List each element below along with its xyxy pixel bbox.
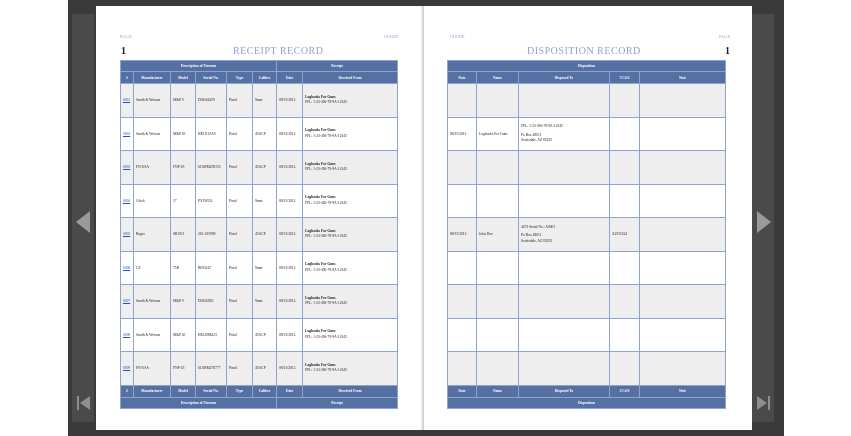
note-cell	[640, 251, 726, 285]
received-from-ffl: FFL: 1-23-456-78-9A-12345	[305, 301, 347, 306]
date-cell: 08/15/2012	[277, 117, 303, 151]
received-from-ffl: FFL: 1-23-456-78-9A-12345	[305, 234, 347, 239]
column-header-name: Name	[477, 72, 519, 84]
name-cell	[477, 151, 519, 185]
model-cell: SR1911	[171, 218, 196, 252]
serial-cell: DGK6X01	[196, 285, 227, 319]
column-footer-date: Date	[277, 385, 303, 397]
date-cell: 08/15/2012	[448, 218, 477, 252]
model-cell: FNP-45	[171, 352, 196, 386]
caliber-cell: 45ACP	[253, 318, 277, 352]
caliber-cell: 9mm	[253, 184, 277, 218]
received-from-cell	[303, 117, 398, 151]
group-header-disposition: Disposition	[448, 61, 726, 72]
column-footer-note: Note	[640, 385, 726, 397]
cc-cell	[610, 184, 640, 218]
received-from-ffl: FFL: 1-23-456-78-9A-12345	[305, 200, 347, 205]
name-cell	[477, 318, 519, 352]
table-row	[121, 285, 398, 319]
received-from-name: Logbooks For Guns	[305, 295, 336, 300]
manufacturer-cell: Smith & Wesson	[134, 318, 171, 352]
received-from-ffl: FFL: 1-23-456-78-9A-12345	[305, 334, 347, 339]
serial-cell: B093247	[196, 251, 227, 285]
record-number-link[interactable]: 0004	[121, 184, 134, 218]
record-number-link[interactable]: 0009	[121, 352, 134, 386]
table-row	[448, 117, 726, 151]
type-cell: Pistol	[227, 184, 253, 218]
date-cell: 08/15/2012	[277, 84, 303, 118]
table-row	[448, 352, 726, 386]
date-cell	[448, 84, 477, 118]
name-cell	[477, 285, 519, 319]
type-cell: Pistol	[227, 251, 253, 285]
manufacturer-cell: Ruger	[134, 218, 171, 252]
name-cell	[477, 84, 519, 118]
table-row	[121, 251, 398, 285]
type-cell: Pistol	[227, 84, 253, 118]
serial-cell: 261-255908	[196, 218, 227, 252]
received-from-ffl: FFL: 1-23-456-78-9A-12345	[305, 267, 347, 272]
column-header-date: Date	[277, 72, 303, 84]
received-from-name: Logbooks For Guns	[305, 94, 336, 99]
disposed-to-cell	[519, 151, 610, 185]
date-cell	[448, 318, 477, 352]
received-from-name: Logbooks For Guns	[305, 329, 336, 334]
table-row	[448, 151, 726, 185]
record-number-link[interactable]: 0005	[121, 218, 134, 252]
column-header-type: Type	[227, 72, 253, 84]
date-cell	[448, 251, 477, 285]
caliber-cell: 45ACP	[253, 151, 277, 185]
note-cell	[640, 285, 726, 319]
type-cell: Pistol	[227, 318, 253, 352]
page-section-label: INSIDE	[384, 34, 399, 39]
column-header-received-from: Received From	[303, 72, 398, 84]
cc-cell: A2555222	[610, 218, 640, 252]
note-cell	[640, 318, 726, 352]
column-header-note: Note	[640, 72, 726, 84]
receipt-record-page	[96, 6, 424, 430]
name-cell: Logbooks For Guns	[477, 117, 519, 151]
column-footer-name: Name	[477, 385, 519, 397]
disposed-to-cell	[519, 352, 610, 386]
column-header-disposed-to: Disposed To	[519, 72, 610, 84]
model-cell: 75B	[171, 251, 196, 285]
received-from-name: Logbooks For Guns	[305, 128, 336, 133]
name-cell	[477, 184, 519, 218]
received-from-cell	[303, 84, 398, 118]
caliber-cell: 9mm	[253, 285, 277, 319]
disposed-to-cell	[519, 218, 610, 252]
group-footer-disposition: Disposition	[448, 397, 726, 408]
record-number-link[interactable]: 0001	[121, 84, 134, 118]
model-cell: M&P 9	[171, 285, 196, 319]
disposed-to-cell	[519, 285, 610, 319]
received-from-cell	[303, 218, 398, 252]
column-footer-model: Model	[171, 385, 196, 397]
date-cell: 08/15/2012	[277, 352, 303, 386]
disposed-to-line: Scottsdale, AZ 85255	[521, 238, 553, 243]
disposition-table	[447, 60, 726, 409]
received-from-name: Logbooks For Guns	[305, 195, 336, 200]
column-header-date: Date	[448, 72, 477, 84]
receipt-table	[120, 60, 398, 409]
column-footer-disposed-to: Disposed To	[519, 385, 610, 397]
page-number: 1	[121, 46, 126, 57]
page-title: DISPOSITION RECORD	[527, 46, 641, 57]
column-footer-cc: CC#/#	[610, 385, 640, 397]
note-cell	[640, 184, 726, 218]
chevron-left-icon[interactable]	[76, 211, 90, 233]
disposed-to-line: Po Box 28011	[521, 233, 542, 237]
note-cell	[640, 151, 726, 185]
page-number: 1	[725, 46, 730, 57]
note-cell	[640, 117, 726, 151]
date-cell	[448, 184, 477, 218]
manufacturer-cell: Smith & Wesson	[134, 285, 171, 319]
record-number-link[interactable]: 0008	[121, 318, 134, 352]
record-number-link[interactable]: 0002	[121, 117, 134, 151]
disposed-to-line: Scottsdale, AZ 85255	[521, 138, 553, 142]
column-header-: #	[121, 72, 134, 84]
name-cell	[477, 352, 519, 386]
group-header-description: Description of Firearm	[121, 61, 277, 72]
disposed-to-line: FFL: 1-23-456-78-9A-12345	[521, 124, 563, 128]
received-from-cell	[303, 151, 398, 185]
table-row	[448, 84, 726, 118]
column-footer-type: Type	[227, 385, 253, 397]
name-cell: John Doe	[477, 218, 519, 252]
received-from-cell	[303, 352, 398, 386]
caliber-cell: 45ACP	[253, 117, 277, 151]
disposed-to-cell	[519, 84, 610, 118]
model-cell: FNP-45	[171, 151, 196, 185]
date-cell	[448, 285, 477, 319]
date-cell: 08/15/2012	[448, 117, 477, 151]
table-row	[448, 251, 726, 285]
date-cell: 08/15/2012	[277, 285, 303, 319]
caliber-cell: 45ACP	[253, 218, 277, 252]
serial-cell: HEJ2088223	[196, 318, 227, 352]
note-cell	[640, 352, 726, 386]
serial-cell: 613MM259153	[196, 151, 227, 185]
serial-cell: PXY6552	[196, 184, 227, 218]
page-corner-label: PAGE	[719, 34, 731, 39]
received-from-ffl: FFL: 1-23-456-78-9A-12345	[305, 167, 347, 172]
disposed-to-cell	[519, 184, 610, 218]
type-cell: Pistol	[227, 117, 253, 151]
disposed-to-line: 4473 Serial No.: A0001	[521, 224, 556, 229]
disposed-to-line: Po Box 28011	[521, 132, 542, 137]
group-footer-receipt: Receipt	[277, 397, 398, 408]
table-row	[121, 352, 398, 386]
table-row	[121, 151, 398, 185]
caliber-cell: 9mm	[253, 251, 277, 285]
disposed-to-cell	[519, 251, 610, 285]
table-row	[121, 318, 398, 352]
column-footer-manufacturer: Manufacturer	[134, 385, 171, 397]
record-number-link[interactable]: 0006	[121, 251, 134, 285]
table-row	[448, 184, 726, 218]
cc-cell	[610, 84, 640, 118]
received-from-name: Logbooks For Guns	[305, 262, 336, 267]
column-header-manufacturer: Manufacturer	[134, 72, 171, 84]
table-row	[121, 184, 398, 218]
table-row	[121, 117, 398, 151]
date-cell: 08/15/2012	[277, 151, 303, 185]
serial-cell: 613MM270777	[196, 352, 227, 386]
date-cell: 08/15/2012	[277, 251, 303, 285]
received-from-cell	[303, 251, 398, 285]
note-cell	[640, 218, 726, 252]
received-from-name: Logbooks For Guns	[305, 161, 336, 166]
column-header-cc: CC#/#	[610, 72, 640, 84]
group-footer-description: Description of Firearm	[121, 397, 277, 408]
disposition-record-page	[424, 6, 752, 430]
record-number-link[interactable]: 0007	[121, 285, 134, 319]
received-from-cell	[303, 285, 398, 319]
manufacturer-cell: FN-USA	[134, 352, 171, 386]
model-cell: M&P 45	[171, 117, 196, 151]
date-cell: 08/15/2012	[277, 318, 303, 352]
column-footer-: #	[121, 385, 134, 397]
date-cell	[448, 151, 477, 185]
cc-cell	[610, 352, 640, 386]
skip-last-icon[interactable]	[755, 394, 771, 412]
group-header-receipt: Receipt	[277, 61, 398, 72]
page-section-label: INSIDE	[450, 34, 465, 39]
table-row	[448, 318, 726, 352]
received-from-cell	[303, 318, 398, 352]
caliber-cell: 9mm	[253, 84, 277, 118]
received-from-cell	[303, 184, 398, 218]
manufacturer-cell: Smith & Wesson	[134, 117, 171, 151]
manufacturer-cell: CZ	[134, 251, 171, 285]
page-corner-label: BACK	[120, 34, 133, 39]
type-cell: Pistol	[227, 218, 253, 252]
column-header-serial-no: Serial No.	[196, 72, 227, 84]
manufacturer-cell: Glock	[134, 184, 171, 218]
table-row	[448, 285, 726, 319]
cc-cell	[610, 151, 640, 185]
column-header-model: Model	[171, 72, 196, 84]
received-from-name: Logbooks For Guns	[305, 228, 336, 233]
name-cell	[477, 251, 519, 285]
table-row	[121, 218, 398, 252]
cc-cell	[610, 318, 640, 352]
table-row	[121, 84, 398, 118]
column-footer-caliber: Caliber	[253, 385, 277, 397]
column-footer-serial-no: Serial No.	[196, 385, 227, 397]
note-cell	[640, 84, 726, 118]
manufacturer-cell: FN-USA	[134, 151, 171, 185]
page-title: RECEIPT RECORD	[233, 46, 324, 57]
type-cell: Pistol	[227, 285, 253, 319]
disposed-to-cell	[519, 318, 610, 352]
model-cell: M&P 45	[171, 318, 196, 352]
manufacturer-cell: Smith & Wesson	[134, 84, 171, 118]
received-from-name: Logbooks For Guns	[305, 362, 336, 367]
record-number-link[interactable]: 0003	[121, 151, 134, 185]
serial-cell: DGK64259	[196, 84, 227, 118]
date-cell: 08/15/2012	[277, 218, 303, 252]
serial-cell: HEJ1115A9	[196, 117, 227, 151]
caliber-cell: 45ACP	[253, 352, 277, 386]
date-cell	[448, 352, 477, 386]
column-header-caliber: Caliber	[253, 72, 277, 84]
type-cell: Pistol	[227, 151, 253, 185]
received-from-ffl: FFL: 1-23-456-78-9A-12345	[305, 133, 347, 138]
model-cell: 17	[171, 184, 196, 218]
cc-cell	[610, 285, 640, 319]
type-cell: Pistol	[227, 352, 253, 386]
skip-first-icon[interactable]	[76, 394, 92, 412]
disposed-to-cell	[519, 117, 610, 151]
column-footer-received-from: Received From	[303, 385, 398, 397]
chevron-right-icon[interactable]	[757, 211, 771, 233]
date-cell: 08/15/2012	[277, 184, 303, 218]
received-from-ffl: FFL: 1-23-456-78-9A-12345	[305, 100, 347, 105]
model-cell: M&P 9	[171, 84, 196, 118]
column-footer-date: Date	[448, 385, 477, 397]
cc-cell	[610, 251, 640, 285]
cc-cell	[610, 117, 640, 151]
received-from-ffl: FFL: 1-23-456-78-9A-12345	[305, 368, 347, 373]
table-row	[448, 218, 726, 252]
